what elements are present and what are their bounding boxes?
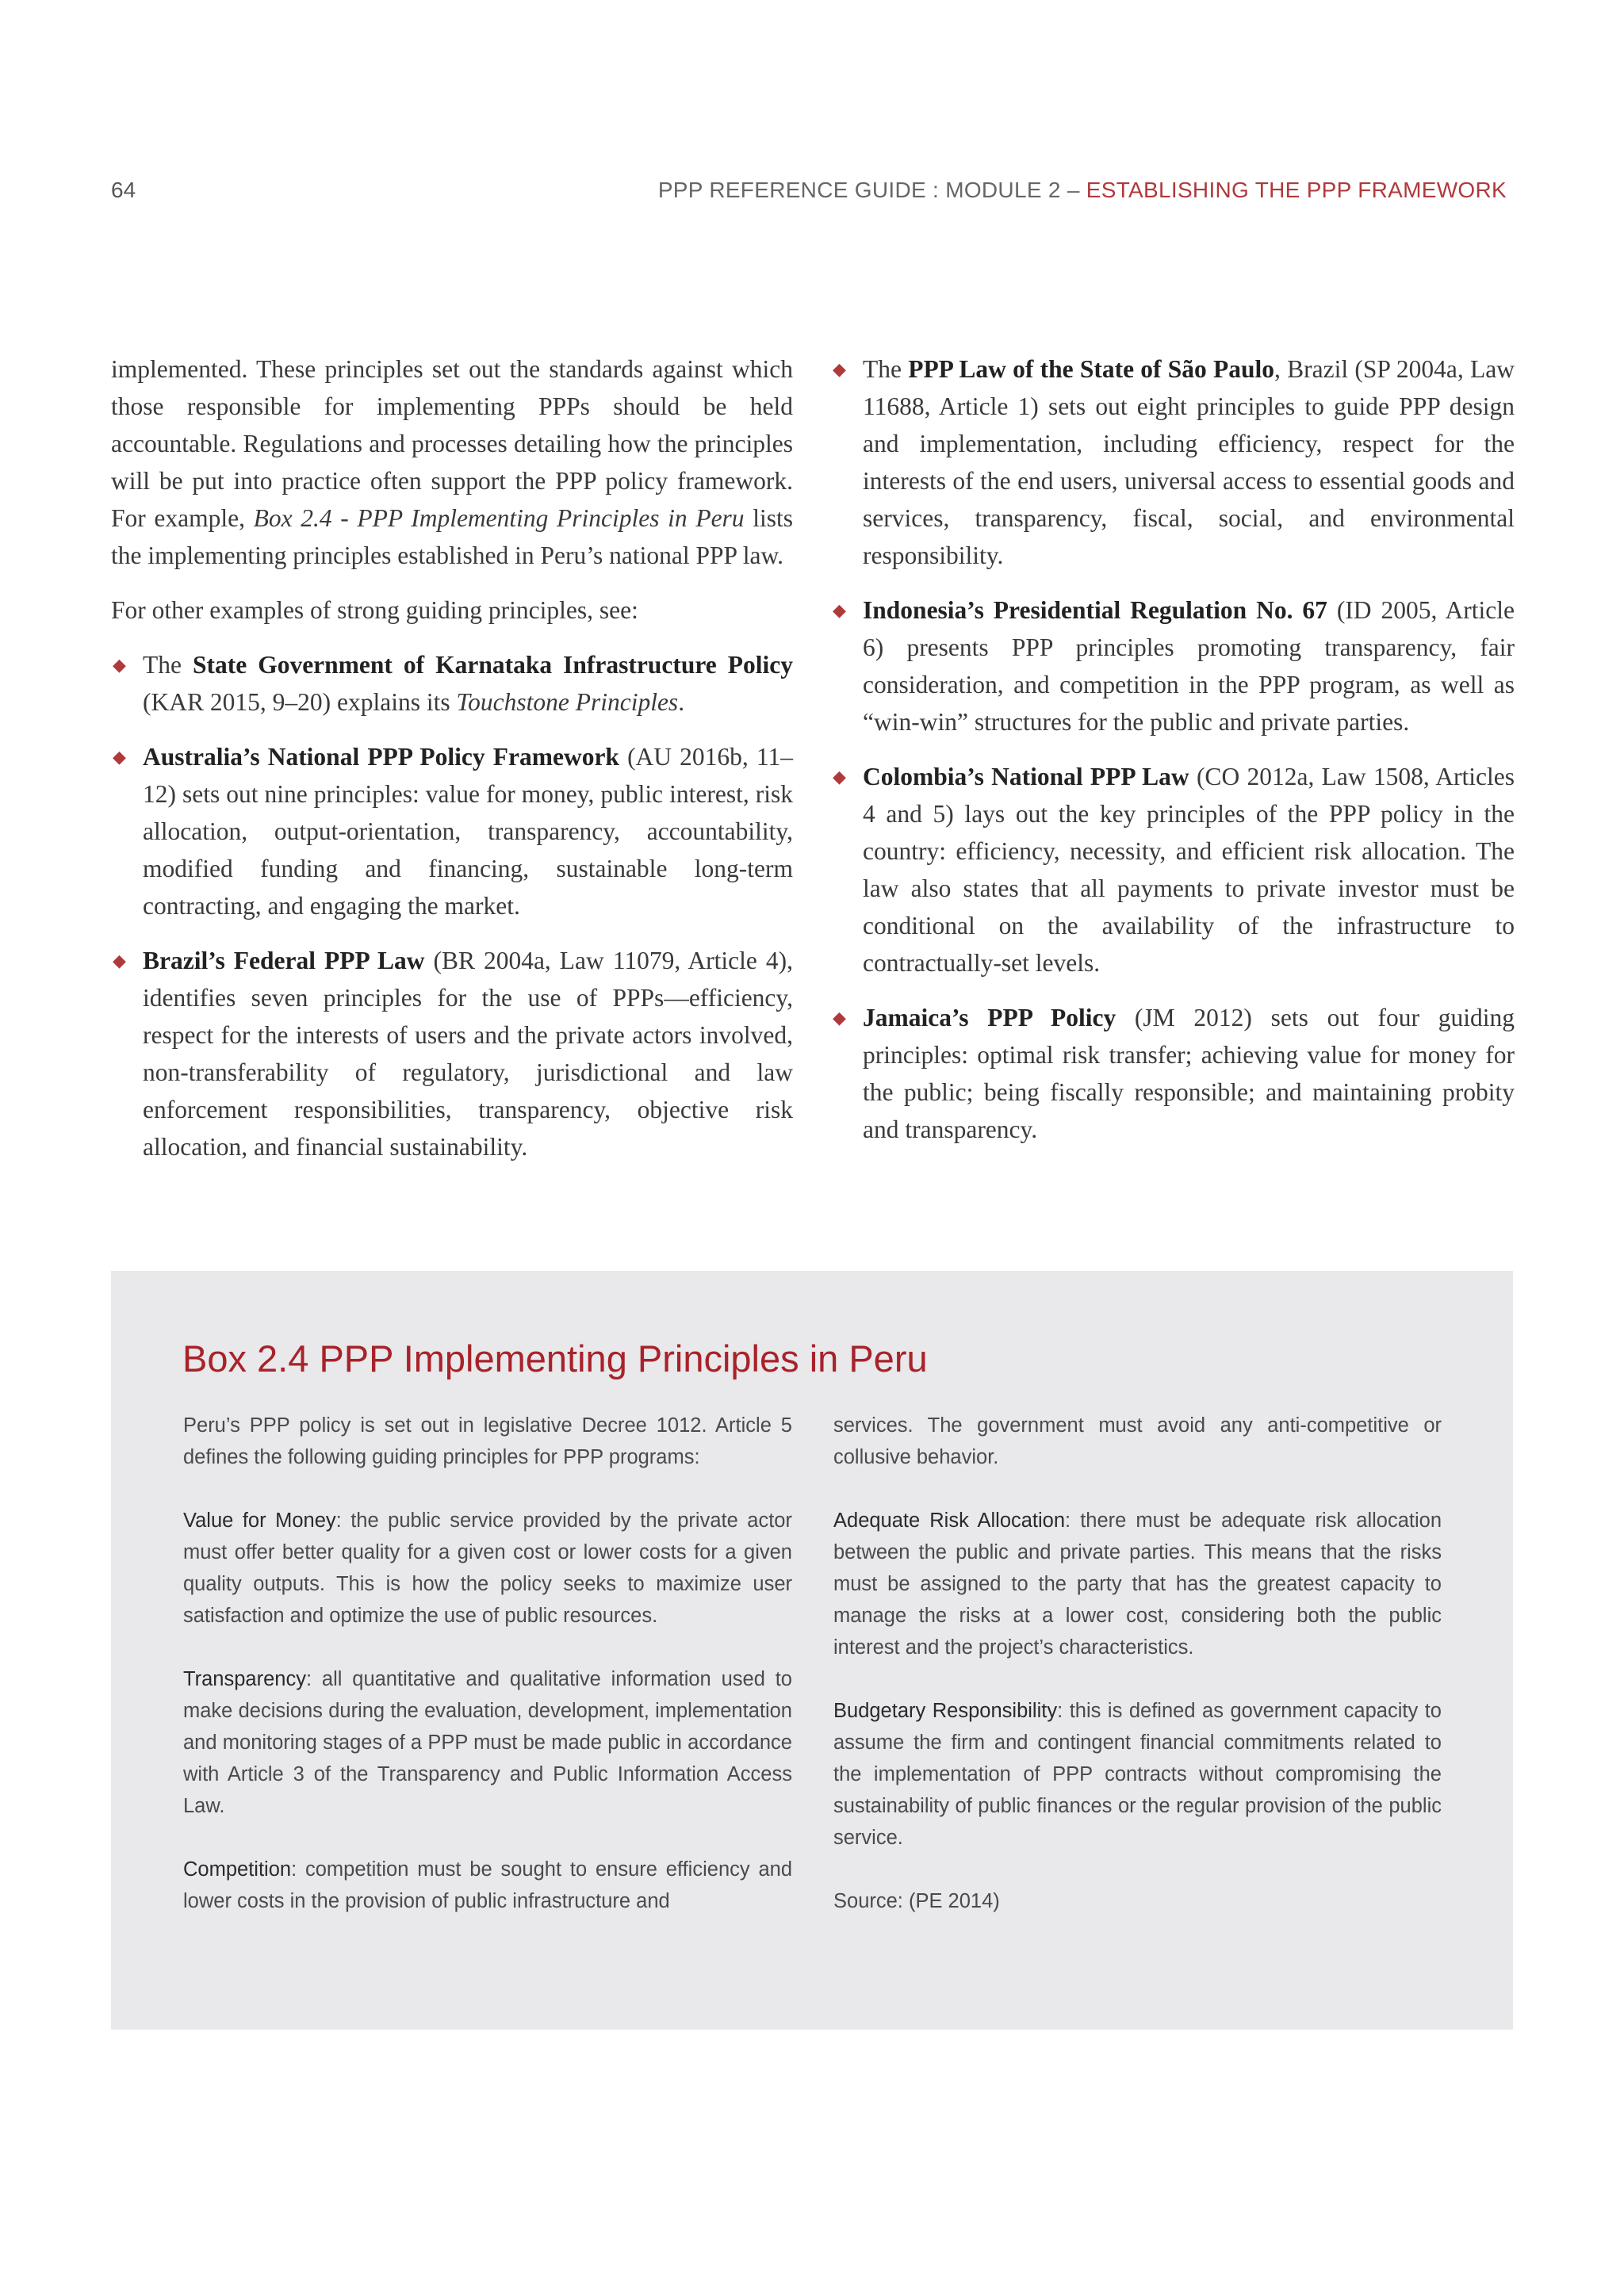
bullet-item: ◆ Colombia’s National PPP Law (CO 2012a, Law 1508, Articles 4 and 5) lays out the key principles of the PPP policy in the country: efficiency, necessity, and efficient risk allocation. The law also states that all payments to private investor must be conditional on the availability of the infrastructure to contractually-set levels. — [831, 758, 1515, 982]
box-paragraph: Value for Money: the public service provided by the private actor must offer better quality for a given cost or lower costs for a given quality outputs. This is how the policy seeks to maximize user satisfaction and optimize the use of public resources. — [183, 1510, 792, 1627]
bullet-diamond-icon: ◆ — [113, 747, 126, 767]
box-right-column — [833, 1410, 1442, 1949]
bullet-diamond-icon: ◆ — [113, 655, 126, 675]
lead-in: For other examples of strong guiding principles, see: — [111, 596, 638, 624]
guide-title: PPP REFERENCE GUIDE : MODULE 2 – — [657, 178, 1086, 202]
bullet-diamond-icon: ◆ — [833, 1008, 846, 1027]
running-header — [658, 178, 1507, 203]
bullet-diamond-icon: ◆ — [113, 951, 126, 970]
section-title: ESTABLISHING THE PPP FRAMEWORK — [1086, 178, 1507, 202]
right-bullet-list — [831, 350, 1515, 1148]
peru-box — [111, 1271, 1513, 2030]
box-paragraph: Competition: competition must be sought to ensure efficiency and lower costs in the provision of public infrastructure and — [183, 1858, 792, 1912]
principle-term: Budgetary Responsibility — [833, 1700, 1058, 1722]
bullet-heading: Jamaica’s PPP Policy — [863, 1004, 1116, 1031]
right-column — [831, 350, 1515, 1165]
principle-term: Value for Money — [183, 1510, 336, 1532]
bullet-item: ◆ Indonesia’s Presidential Regulation No. 67 (ID 2005, Article 6) presents PPP principles promoting transparency, fair consideration, and competition in the PPP program, as well as “win-win” structures for the public and private parties. — [831, 591, 1515, 740]
intro-paragraph: implemented. These principles set out the standards against which those responsible for implementing PPPs should be held accountable. Regulations and processes detailing how the principles will be put into practice often support the PPP policy framework. For example, Box 2.4 - PPP Implementing Principles in Peru lists the implementing principles established in Peru’s national PPP law. — [111, 355, 793, 569]
bullet-diamond-icon: ◆ — [833, 600, 846, 620]
bullet-heading: Australia’s National PPP Policy Framework — [143, 743, 619, 771]
box-left-column — [183, 1410, 792, 1949]
bullet-diamond-icon: ◆ — [833, 359, 846, 379]
bullet-diamond-icon: ◆ — [833, 767, 846, 786]
box-paragraph: Source: (PE 2014) — [833, 1890, 1000, 1912]
principle-term: Competition — [183, 1858, 292, 1881]
left-bullet-list — [111, 646, 793, 1165]
page-number: 64 — [111, 178, 136, 202]
box-paragraph: Transparency: all quantitative and qualitative information used to make decisions during the evaluation, development, implementation and monitoring stages of a PPP must be made public in accordance with Article 3 of the Transparency and Public Information Access Law. — [183, 1668, 792, 1817]
bullet-heading: Brazil’s Federal PPP Law — [143, 947, 425, 974]
box-reference: Box 2.4 - PPP Implementing Principles in Peru — [253, 504, 745, 532]
box-paragraph: Adequate Risk Allocation: there must be adequate risk allocation between the public and private parties. This means that the risks must be assigned to the party that has the greatest capacity to manage the risks at a lower cost, considering both the public interest and the project’s characteristics. — [833, 1510, 1442, 1659]
box-paragraph: Peru’s PPP policy is set out in legislative Decree 1012. Article 5 defines the following guiding principles for PPP programs: — [183, 1414, 792, 1468]
principle-term: Transparency — [183, 1668, 306, 1690]
bullet-item: ◆ Brazil’s Federal PPP Law (BR 2004a, Law 11079, Article 4), identifies seven principles for the use of PPPs—efficiency, respect for the interests of users and the private actors involved, non-transferability of regulatory, jurisdictional and law enforcement responsibilities, transparency, objective risk allocation, and financial sustainability. — [111, 942, 793, 1165]
box-paragraph: Budgetary Responsibility: this is defined as government capacity to assume the firm and contingent financial commitments related to the implementation of PPP contracts without compromising the sustainability of public finances or the regular provision of the public service. — [833, 1700, 1442, 1849]
bullet-heading: Indonesia’s Presidential Regulation No. 67 — [863, 596, 1327, 624]
bullet-item: ◆ The PPP Law of the State of São Paulo, Brazil (SP 2004a, Law 11688, Article 1) sets out eight principles to guide PPP design and implementation, including efficiency, respect for the interests of the end users, universal access to essential goods and services, transparency, fiscal, social, and environmental responsibility. — [831, 350, 1515, 574]
left-column — [111, 350, 793, 1183]
bullet-item: ◆ Jamaica’s PPP Policy (JM 2012) sets out four guiding principles: optimal risk transfer; achieving value for money for the public; being fiscally responsible; and maintaining probity and transparency. — [831, 999, 1515, 1148]
bullet-heading: Colombia’s National PPP Law — [863, 763, 1189, 790]
principle-term: Adequate Risk Allocation — [833, 1510, 1066, 1532]
box-paragraph: services. The government must avoid any anti-competitive or collusive behavior. — [833, 1414, 1442, 1468]
bullet-item: ◆ Australia’s National PPP Policy Framework (AU 2016b, 11–12) sets out nine principles: value for money, public interest, risk allocation, output-orientation, transparency, accountability, modified funding and financing, sustainable long-term contracting, and engaging the market. — [111, 738, 793, 924]
box-title: Box 2.4 PPP Implementing Principles in Peru — [182, 1337, 928, 1380]
bullet-item: ◆ The State Government of Karnataka Infrastructure Policy (KAR 2015, 9–20) explains its Touchstone Principles. — [111, 646, 793, 721]
bullet-heading: PPP Law of the State of São Paulo — [908, 355, 1275, 383]
bullet-heading: State Government of Karnataka Infrastructure Policy — [192, 651, 793, 679]
